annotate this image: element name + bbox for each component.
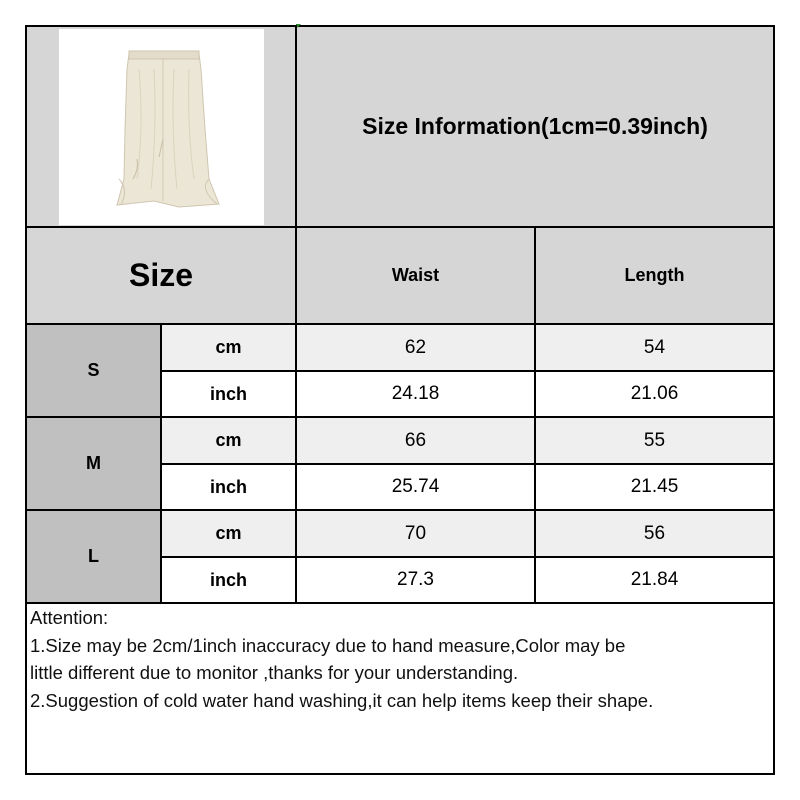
waist-value: 27.3 (397, 569, 434, 590)
table-cell (297, 372, 534, 416)
waist-value: 25.74 (391, 476, 440, 497)
attention-notes (30, 604, 770, 714)
size-s-cell (27, 325, 160, 416)
table-cell (297, 325, 534, 370)
size-header-cell (27, 228, 295, 323)
title-cell (297, 27, 773, 226)
table-row (162, 372, 295, 416)
waist-value: 70 (404, 522, 427, 544)
divider (160, 370, 775, 372)
table-cell (536, 372, 773, 416)
size-l-cell (27, 511, 160, 602)
length-value: 21.45 (630, 476, 679, 497)
image-cell (27, 27, 295, 226)
waist-value: 66 (404, 429, 427, 451)
attention-title: Attention: (30, 607, 109, 628)
table-cell (536, 418, 773, 463)
size-l-label: L (88, 546, 99, 566)
divider (160, 556, 775, 558)
divider (534, 226, 536, 604)
length-header: Length (624, 265, 685, 285)
length-value: 55 (643, 429, 666, 451)
waist-value: 24.18 (391, 383, 440, 404)
length-header-cell (536, 228, 773, 323)
table-cell (536, 511, 773, 556)
length-value: 56 (643, 522, 666, 544)
divider (25, 323, 775, 325)
table-row (162, 465, 295, 509)
length-value: 21.06 (630, 383, 679, 404)
unit-label: inch (209, 476, 247, 497)
table-cell (536, 325, 773, 370)
divider (25, 509, 775, 511)
page-title: Size Information(1cm=0.39inch) (362, 113, 708, 139)
table-cell (536, 465, 773, 509)
table-cell (297, 558, 534, 602)
unit-label: inch (209, 383, 247, 404)
divider (25, 226, 775, 228)
divider (25, 416, 775, 418)
table-row (162, 511, 295, 556)
table-row (162, 558, 295, 602)
unit-label: inch (209, 569, 247, 590)
divider (160, 463, 775, 465)
unit-label: cm (215, 523, 242, 543)
skirt-image (59, 29, 264, 225)
table-cell (536, 558, 773, 602)
attention-line: 2.Suggestion of cold water hand washing,it can help items keep their shape. (30, 689, 654, 711)
waist-header: Waist (391, 265, 440, 285)
size-m-cell (27, 418, 160, 509)
size-m-label: M (86, 453, 101, 473)
size-s-label: S (87, 360, 100, 380)
length-value: 54 (643, 336, 666, 358)
table-row (162, 325, 295, 370)
attention-line: little different due to monitor ,thanks for your understanding. (30, 662, 519, 683)
waist-header-cell (297, 228, 534, 323)
divider (160, 323, 162, 604)
table-cell (297, 418, 534, 463)
attention-line: 1.Size may be 2cm/1inch inaccuracy due to hand measure,Color may be (30, 634, 626, 656)
divider (295, 25, 297, 604)
table-cell (297, 511, 534, 556)
unit-label: cm (215, 337, 242, 357)
unit-label: cm (215, 430, 242, 450)
table-row (162, 418, 295, 463)
size-header: Size (128, 257, 194, 293)
table-cell (297, 465, 534, 509)
length-value: 21.84 (630, 569, 679, 590)
waist-value: 62 (404, 336, 427, 358)
